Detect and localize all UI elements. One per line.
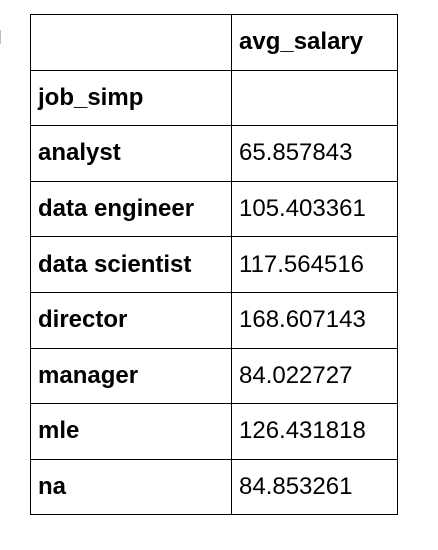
row-label: na: [31, 459, 232, 515]
header-row: [31, 15, 398, 71]
dataframe-table: [30, 14, 398, 515]
row-value: 84.853261: [232, 459, 398, 515]
table-row: [31, 237, 398, 293]
index-name-cell: job_simp: [31, 70, 232, 126]
row-label: analyst: [31, 126, 232, 182]
table-row: [31, 348, 398, 404]
table-row: [31, 292, 398, 348]
row-value: 105.403361: [232, 181, 398, 237]
row-label: data scientist: [31, 237, 232, 293]
table-row: [31, 459, 398, 515]
left-edge-mark: [0, 30, 4, 44]
row-value: 84.022727: [232, 348, 398, 404]
table-row: [31, 404, 398, 460]
column-header-avg-salary: avg_salary: [232, 15, 398, 71]
row-value: 126.431818: [232, 404, 398, 460]
row-value: 168.607143: [232, 292, 398, 348]
row-label: manager: [31, 348, 232, 404]
index-name-row: [31, 70, 398, 126]
index-name-empty-cell: [232, 70, 398, 126]
table-row: [31, 181, 398, 237]
row-label: director: [31, 292, 232, 348]
row-label: data engineer: [31, 181, 232, 237]
table-row: [31, 126, 398, 182]
row-label: mle: [31, 404, 232, 460]
corner-cell: [31, 15, 232, 71]
row-value: 65.857843: [232, 126, 398, 182]
row-value: 117.564516: [232, 237, 398, 293]
